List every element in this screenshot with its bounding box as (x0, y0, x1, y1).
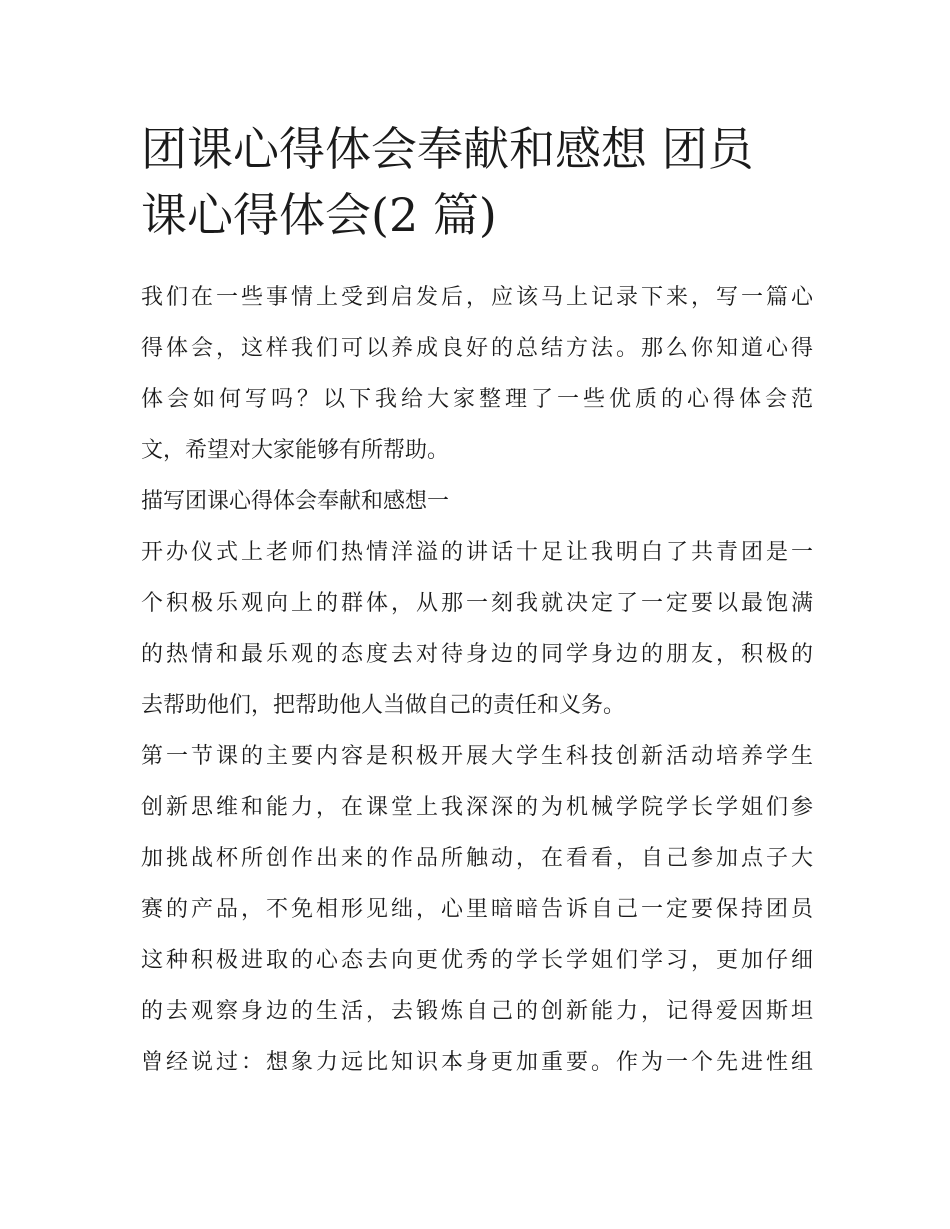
text-line: 这种积极进取的心态去向更优秀的学长学姐们学习，更加仔细 (141, 948, 813, 973)
body-paragraph-1 (141, 527, 813, 731)
text-line: 个积极乐观向上的群体，从那一刻我就决定了一定要以最饱满 (141, 591, 813, 616)
text-line: 我们在一些事情上受到启发后，应该马上记录下来，写一篇心 (141, 285, 813, 310)
section-heading: 描写团课心得体会奉献和感想一 (141, 489, 450, 514)
text-line: 得体会，这样我们可以养成良好的总结方法。那么你知道心得 (141, 336, 813, 361)
document-page (141, 116, 813, 1088)
body-paragraph-2 (141, 731, 813, 1088)
text-line: 赛的产品，不免相形见绌，心里暗暗告诉自己一定要保持团员 (141, 897, 813, 922)
title-line-2: 课心得体会(2 篇) (141, 188, 497, 242)
title-line-1: 团课心得体会奉献和感想 团员 (141, 122, 754, 176)
text-line: 曾经说过：想象力远比知识本身更加重要。作为一个先进性组 (141, 1050, 813, 1075)
text-line: 去帮助他们，把帮助他人当做自己的责任和义务。 (141, 693, 626, 718)
text-line: 文，希望对大家能够有所帮助。 (141, 438, 450, 463)
intro-paragraph (141, 272, 813, 476)
text-line: 的热情和最乐观的态度去对待身边的同学身边的朋友，积极的 (141, 642, 813, 667)
document-title (141, 116, 813, 248)
text-line: 加挑战杯所创作出来的作品所触动，在看看，自己参加点子大 (141, 846, 813, 871)
text-line: 第一节课的主要内容是积极开展大学生科技创新活动培养学生 (141, 744, 813, 769)
document-body (141, 272, 813, 1088)
text-line: 创新思维和能力，在课堂上我深深的为机械学院学长学姐们参 (141, 795, 813, 820)
text-line: 的去观察身边的生活，去锻炼自己的创新能力，记得爱因斯坦 (141, 999, 813, 1024)
text-line: 开办仪式上老师们热情洋溢的讲话十足让我明白了共青团是一 (141, 540, 813, 565)
text-line: 体会如何写吗？以下我给大家整理了一些优质的心得体会范 (141, 387, 813, 412)
